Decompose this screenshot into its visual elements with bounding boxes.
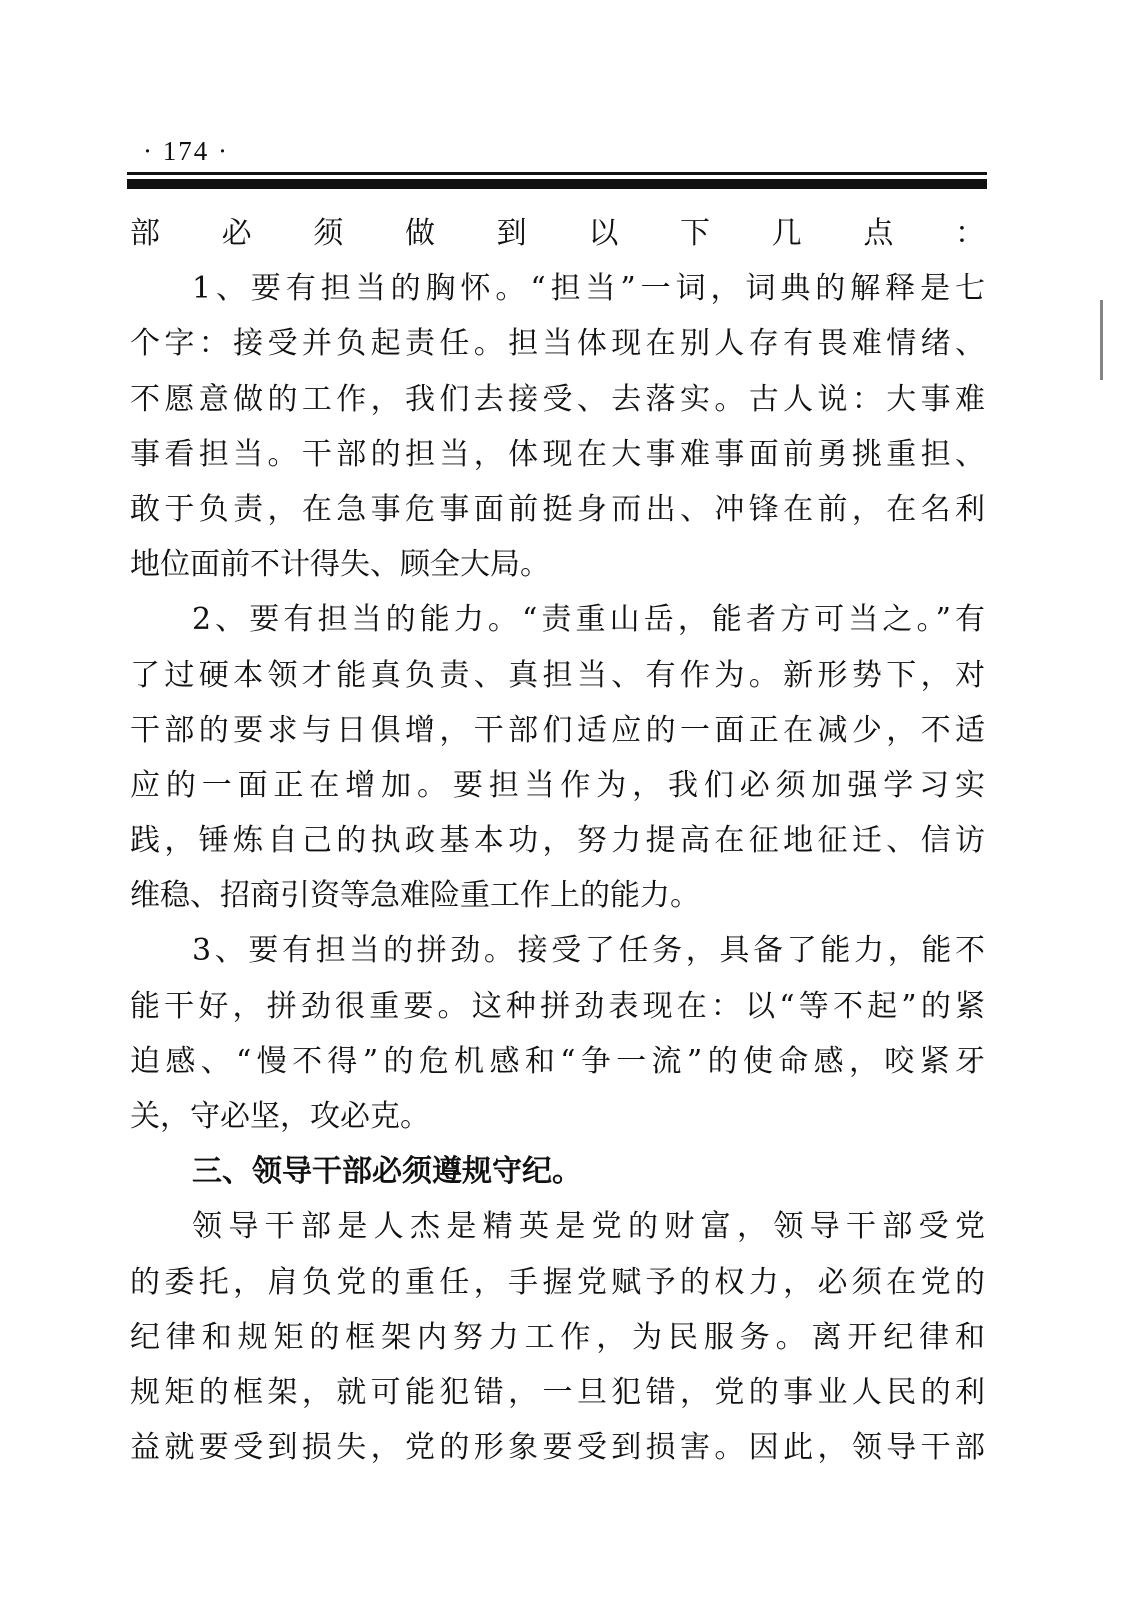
text-line: 2、要有担当的能力。“责重山岳，能者方可当之。”有 <box>192 602 985 638</box>
text-line: 地位面前不计得失、顾全大局。 <box>130 547 550 583</box>
text-line: 维稳、招商引资等急难险重工作上的能力。 <box>130 878 700 914</box>
text-line: 纪律和规矩的框架内努力工作，为民服务。离开纪律和 <box>130 1319 985 1355</box>
text-line: 部必须做到以下几点： <box>130 216 985 251</box>
section-heading: 三、领导干部必须遵规守纪。 <box>192 1154 582 1190</box>
text-line: 应的一面正在增加。要担当作为，我们必须加强学习实 <box>130 767 985 803</box>
text-line: 不愿意做的工作，我们去接受、去落实。古人说：大事难 <box>130 381 985 417</box>
text-line: 了过硬本领才能真负责、真担当、有作为。新形势下，对 <box>130 657 985 693</box>
text-line: 关，守必坚，攻必克。 <box>130 1099 430 1134</box>
text-line: 能干好，拼劲很重要。这种拼劲表现在：以“等不起”的紧 <box>130 988 985 1024</box>
header-rule-thick <box>127 179 987 189</box>
scan-edge-mark <box>1100 300 1103 380</box>
page-header <box>127 132 987 172</box>
text-line: 干部的要求与日俱增，干部们适应的一面正在减少，不适 <box>130 712 985 748</box>
text-line: 益就要受到损失，党的形象要受到损害。因此，领导干部 <box>130 1430 985 1466</box>
text-line: 领导干部是人杰是精英是党的财富，领导干部受党 <box>192 1209 985 1245</box>
text-line: 个字：接受并负起责任。担当体现在别人存有畏难情绪、 <box>130 326 985 362</box>
body-text <box>130 206 985 1475</box>
text-line: 践，锤炼自己的执政基本功，努力提高在征地征迁、信访 <box>130 823 985 859</box>
text-line: 3、要有担当的拼劲。接受了任务，具备了能力，能不 <box>192 933 985 969</box>
text-line: 敢于负责，在急事危事面前挺身而出、冲锋在前，在名利 <box>130 491 985 527</box>
page-number: · 174 · <box>143 136 229 166</box>
text-line: 1、要有担当的胸怀。“担当”一词，词典的解释是七 <box>192 271 985 307</box>
header-rule-thin <box>127 172 987 175</box>
text-line: 规矩的框架，就可能犯错，一旦犯错，党的事业人民的利 <box>130 1374 985 1410</box>
text-line: 事看担当。干部的担当，体现在大事难事面前勇挑重担、 <box>130 436 985 472</box>
text-line: 的委托，肩负党的重任，手握党赋予的权力，必须在党的 <box>130 1264 985 1300</box>
text-line: 迫感、“慢不得”的危机感和“争一流”的使命感，咬紧牙 <box>130 1043 985 1079</box>
